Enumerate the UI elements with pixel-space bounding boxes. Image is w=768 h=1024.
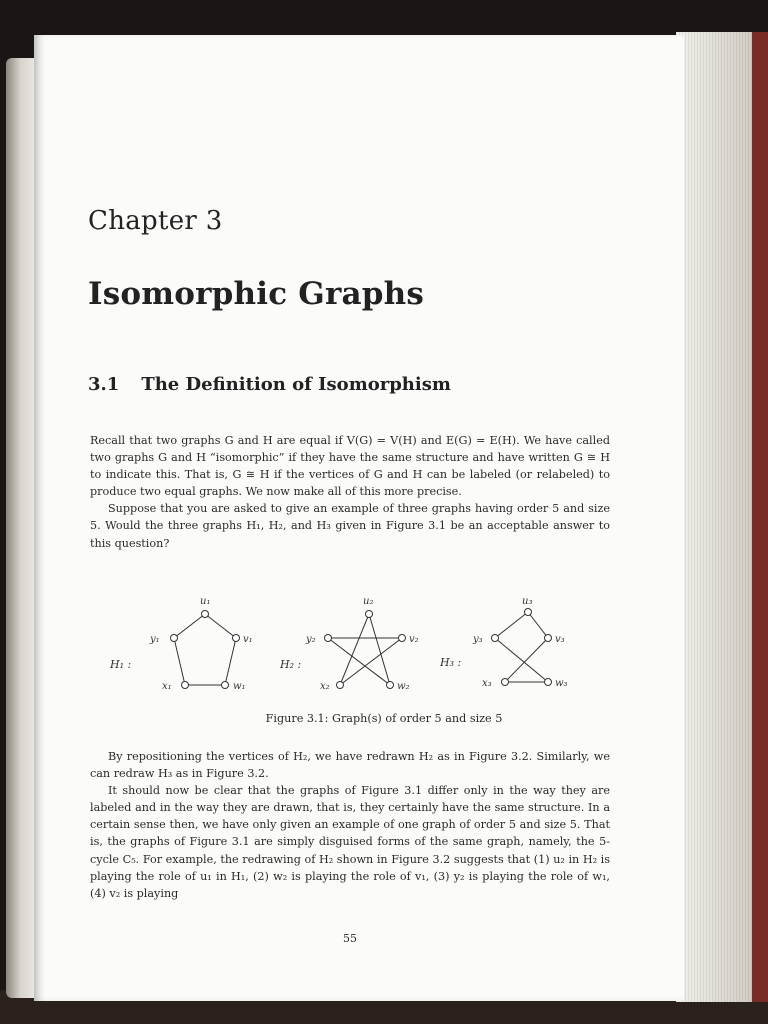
vertex-y2 [325,635,332,642]
vertex-v2 [399,635,406,642]
vertex-label: u₂ [363,596,374,607]
vertex-u3 [525,609,532,616]
vertex-v1 [233,635,240,642]
vertex-label: v₃ [555,634,565,645]
figure-3-1 [100,590,620,700]
paragraph: Recall that two graphs G and H are equal if V(G) = V(H) and E(G) = E(H). We have called two graphs G and H “isomorphic” if they have the same structure and have written G ≅ H to indicate this. That is, G ≅ H if the vertices of G and H can be labeled (or relabeled) to produce two equal graphs. We now make all of this more precise. [90,434,610,499]
vertex-w2 [387,682,394,689]
graph-name: H₃ : [440,656,462,669]
vertex-label: x₃ [482,678,492,689]
section-heading [88,374,451,395]
section-title: The Definition of Isomorphism [141,374,451,395]
vertex-label: u₁ [200,596,211,607]
figure-caption: Figure 3.1: Graph(s) of order 5 and size 5 [265,712,503,725]
vertex-label: y₂ [306,634,316,645]
vertex-v3 [545,635,552,642]
intro-text [90,432,610,552]
book-cover-edge [752,32,768,1002]
vertex-label: x₁ [162,681,172,692]
vertex-label: u₃ [522,596,533,607]
vertex-u1 [202,611,209,618]
vertex-label: x₂ [320,681,330,692]
vertex-label: v₁ [243,634,253,645]
continuation-text [90,748,610,902]
vertex-w3 [545,679,552,686]
graph-h3 [495,612,548,682]
vertex-x2 [337,682,344,689]
page-number: 55 [343,932,357,945]
paragraph: Suppose that you are asked to give an example of three graphs having order 5 and size 5. Would the three graphs H₁, H₂, and H₃ given in Figure 3.1 be an acceptable answer to this question? [90,502,610,550]
vertex-label: w₁ [233,681,246,692]
vertex-x3 [502,679,509,686]
graph-name: H₂ : [280,658,302,671]
vertex-label: y₁ [150,634,160,645]
graph-h1 [174,614,236,685]
vertex-w1 [222,682,229,689]
vertex-label: w₃ [555,678,568,689]
vertex-label: w₂ [397,681,410,692]
paragraph: It should now be clear that the graphs of Figure 3.1 differ only in the way they are labeled and in the way they are drawn, that is, they certainly have the same structure. In a certain sense then, we have only given an example of one graph of order 5 and size 5. That is, the graphs of Figure 3.1 are simply disguised forms of the same graph, namely, the 5-cycle C₅. For example, the redrawing of H₂ shown in Figure 3.2 suggests that (1) u₂ in H₂ is playing the role of u₁ in H₁, (2) w₂ is playing the role of v₁, (3) y₂ is playing the role of w₁, (4) v₂ is playing [90,784,610,900]
chapter-label: Chapter 3 [88,206,223,236]
vertex-label: y₃ [473,634,483,645]
vertex-x1 [182,682,189,689]
vertex-y3 [492,635,499,642]
paragraph: By repositioning the vertices of H₂, we have redrawn H₂ as in Figure 3.2. Similarly, we can redraw H₃ as in Figure 3.2. [90,750,610,781]
graph-h2 [328,614,402,685]
vertex-label: v₂ [409,634,419,645]
vertex-u2 [366,611,373,618]
chapter-title: Isomorphic Graphs [88,276,425,312]
section-number: 3.1 [88,374,120,395]
graph-name: H₁ : [110,658,132,671]
vertex-y1 [171,635,178,642]
